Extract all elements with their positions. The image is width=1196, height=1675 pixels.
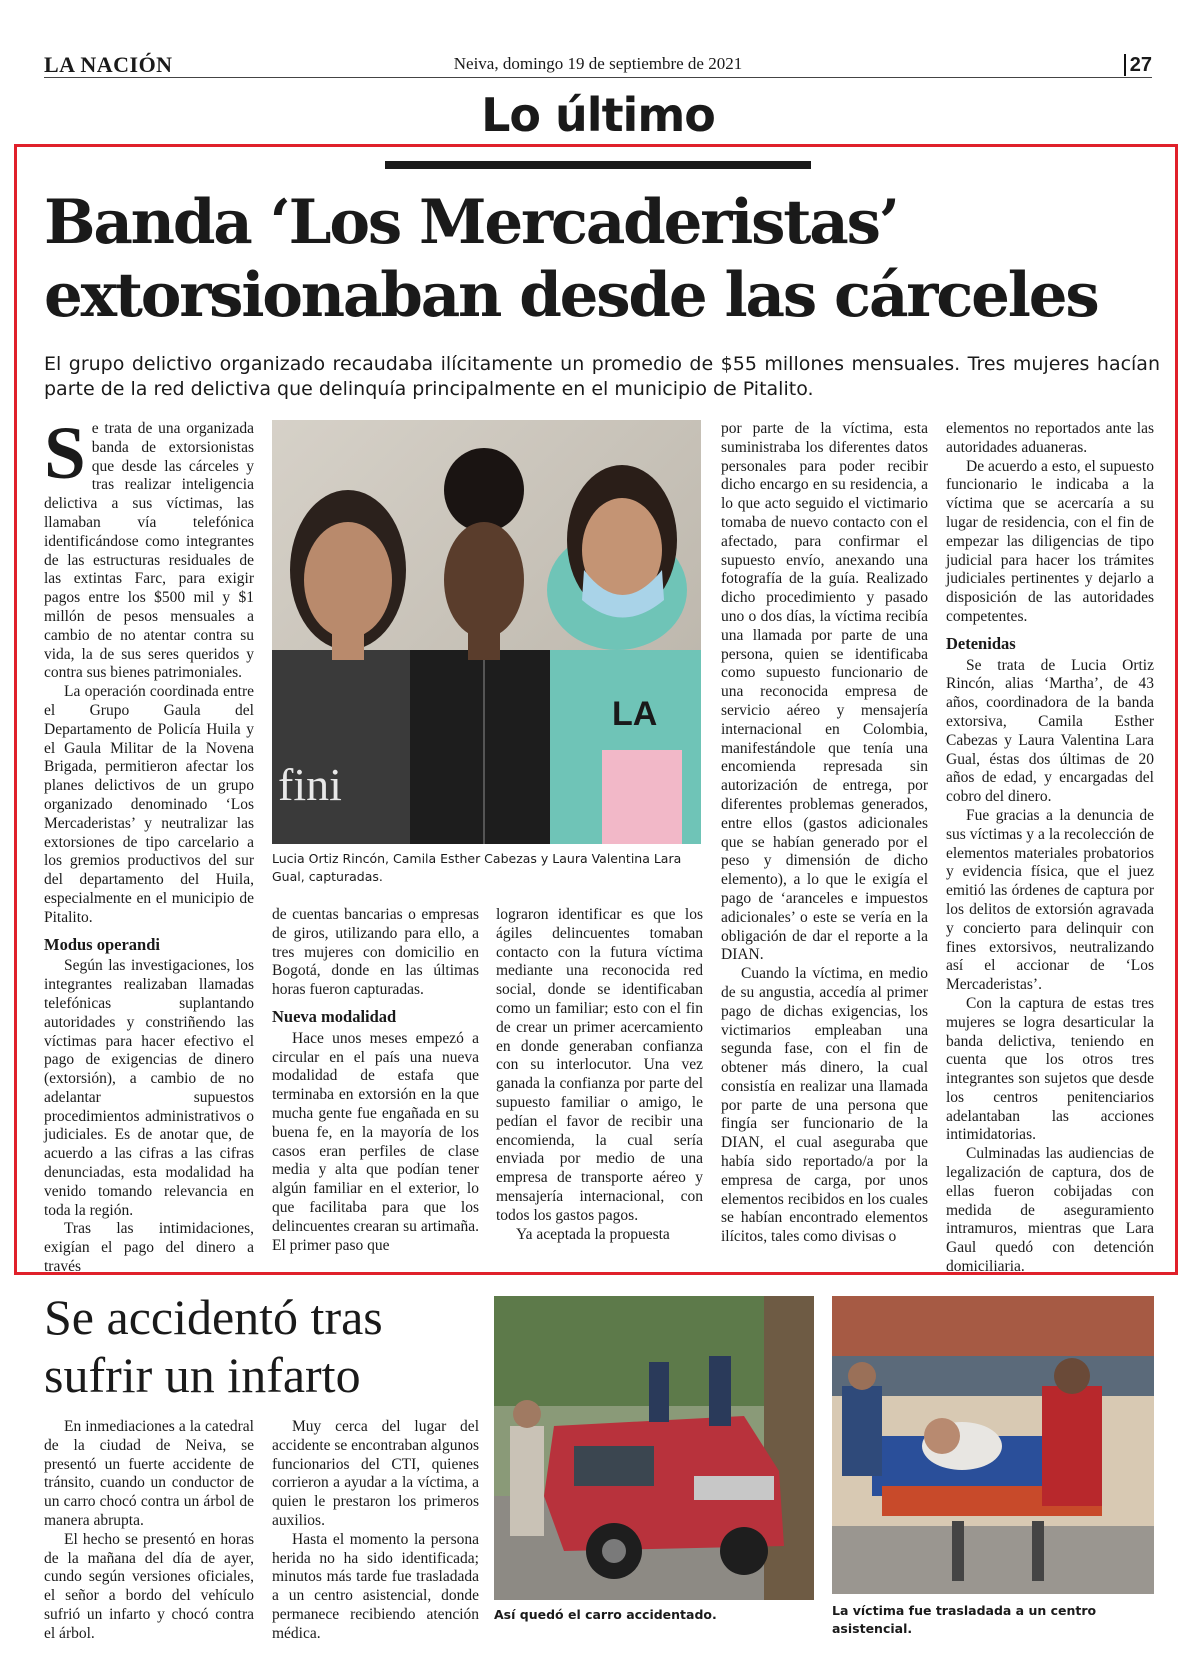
subhead-detenidas: Detenidas [946, 633, 1016, 653]
lead-col5-paragraph-6: Culminadas las audiencias de legalización de captura, dos de ellas fueron cobijadas con medida de aseguramiento intramuros, mientras que Lara Gaul quedó con detención domiciliaria. [946, 1145, 1154, 1276]
drop-cap: S [44, 412, 86, 495]
second-headline: Se accidentó tras sufrir un infarto [44, 1289, 383, 1403]
lead-col1-paragraph-3: Según las investigaciones, los integrantes realizaban llamadas telefónicas suplantando autoridades y constriñendo las víctimas para hacer efectivo el pago de exigencias de dinero (extorsión), a cambio de no adelantar supuestos procedimientos administrativos o judiciales. Es de anotar que, de acuerdo a las cifras a las cifras denunciadas, esta modalidad ha venido tomando relevancia en toda la región. [44, 957, 254, 1219]
lead-headline: Banda ‘Los Mercaderistas’ extorsionaban desde las cárceles [44, 187, 1098, 331]
lead-col5-paragraph-3: Se trata de Lucia Ortiz Rincón, alias ‘Martha’, de 43 años, coordinadora de la banda extorsiva, Camila Esther Cabezas y Laura Valentina Lara Gual, éstas dos últimas de 20 años de edad, y encargadas del cobro del dinero. [946, 656, 1154, 806]
second-col2-paragraph-1: Muy cerca del lugar del accidente se encontraban algunos funcionarios del CTI, quienes corrieron a ayudar a la víctima, a quien le prestaron los primeros auxilios. [272, 1418, 480, 1529]
lead-col5-paragraph-4: Fue gracias a la denuncia de sus víctimas y a la recolección de elementos materiales probatorios y evidencia física, que el juez emitió las órdenes de captura por los delitos de extorsión agravada y concierto para delinquir con fines extorsivos, neutralizando así el accionar de ‘Los Mercaderistas’. [946, 806, 1154, 994]
lead-column-5 [946, 420, 1154, 1277]
second-col2-paragraph-2: Hasta el momento la persona herida no ha sido identificada; minutos más tarde fue trasladada a un centro asistencial, donde permanece recibiendo atención médica. [272, 1530, 479, 1642]
second-column-1 [44, 1418, 254, 1644]
lead-col2-paragraph-1: de cuentas bancarias o empresas de giros, utilizando para ello, a tres mujeres con domicilio en Bogotá, donde en las últimas horas fueron capturadas. [272, 906, 479, 999]
section-bar [385, 161, 811, 169]
lead-col5-paragraph-2: De acuerdo a esto, el supuesto funcionario le indicaba a la víctima que se acercaría a su lugar de residencia, con el fin de empezar las diligencias de tipo judicial para hacer los trámites judiciales pertinentes y dejarlo a disposición de las autoridades competentes. [946, 457, 1154, 625]
subhead-modus-operandi: Modus operandi [44, 934, 160, 954]
accident-car-photo-caption: Así quedó el carro accidentado. [494, 1607, 717, 1622]
lead-col4-paragraph-1: por parte de la víctima, esta suministraba los diferentes datos personales para poder recibir dicho encargo en su residencia, a lo que acto seguido el victimario tomaba de nuevo contacto con el afectado, para confirmar el supuesto envío, anexando una fotografía de la guía. Realizado dicho procedimiento y pasado uno o dos días, la víctima recibía una llamada por parte de una persona, quien se identificaba como supuesto funcionario de una reconocida empresa de servicio aéreo y mensajería internacional en Colombia, manifestándole que tenía una encomienda represada sin autorización de entrega, por diferentes problemas generados, entre ellos (gastos adicionales que se habían generado por el peso y dimensión de dicho elemento), a lo que le exigía el pago de ‘aranceles e impuestos adicionales’ o este se vería en la obligación de dar el reporte a la DIAN. [721, 420, 928, 964]
victim-transfer-photo-caption: La víctima fue trasladada a un centro asistencial. [832, 1603, 1097, 1636]
lead-col3-paragraph-1: lograron identificar es que los ágiles delincuentes tomaban contacto con la futura víctima mediante una reconocida red social, donde se identificaban como un familiar; esto con el fin de crear un primer acercamiento en donde generaban confianza con su interlocutor. Una vez ganada la confianza por parte del supuesto familiar o amigo, le pedían el favor de recibir una encomienda, la cual sería enviada por medio de una empresa de transporte aéreo y mensajería internacional, con todos los gastos pagos. [496, 906, 703, 1224]
lead-col5-paragraph-1: elementos no reportados ante las autoridades aduaneras. [946, 420, 1154, 456]
lead-column-4 [721, 420, 928, 1247]
lead-col1-paragraph-1: Se trata de una organizada banda de extorsionistas que desde las cárceles y tras realizar inteligencia delictiva a sus víctimas, las llamaban vía telefónica identificándose como integrantes de las estructuras residuales de las extintas Farc, para exigir pagos entre los $500 mil y $1 millón de pesos mensuales a cambio de no atentar contra su vida, la de sus seres queridos y contra sus bienes patrimoniales. [44, 412, 254, 682]
lead-col3-paragraph-2: Ya aceptada la propuesta [516, 1225, 670, 1243]
masthead-divider [44, 77, 1152, 78]
suspects-photo-caption: Lucia Ortiz Rincón, Camila Esther Cabezas y Laura Valentina Lara Gual, capturadas. [272, 851, 682, 884]
accident-car-photo [494, 1296, 814, 1600]
lead-column-2 [272, 906, 479, 1255]
page-number: 27 [1124, 54, 1152, 76]
victim-transfer-photo [832, 1296, 1154, 1594]
section-title: Lo último [481, 88, 715, 142]
issue-date: Neiva, domingo 19 de septiembre de 2021 [453, 54, 743, 73]
lead-deck: El grupo delictivo organizado recaudaba ilícitamente un promedio de $55 millones mensuales. Tres mujeres hacían parte de la red delictiva que delinquía principalmente en el municipio de Pitalito. [44, 353, 1160, 400]
lead-col2-paragraph-2: Hace unos meses empezó a circular en el país una nueva modalidad de estafa que terminaba en extorsión en la que mucha gente fue engañada en su buena fe, en la mayoría de los casos eran perfiles de clase media y alta que podían tener algún familiar en el exterior, lo que facilitaba para que los delincuentes crearan su artimaña. El primer paso que [272, 1029, 479, 1254]
lead-col1-paragraph-4: Tras las intimidaciones, exigían el pago del dinero a través [44, 1220, 254, 1276]
svg-text:fini: fini [278, 759, 342, 810]
subhead-nueva-modalidad: Nueva modalidad [272, 1006, 397, 1026]
newspaper-logo: LA NACIÓN [44, 52, 173, 77]
lead-col4-paragraph-2: Cuando la víctima, en medio de su angustia, accedía al primer pago de dichas exigencias, los victimarios empleaban una segunda fase, con el fin de obtener más dinero, la cual consistía en realizar una llamada por parte de una persona que fingía ser funcionario de la DIAN, el cual aseguraba que había sido reportado/a por la empresa de carga, por unos elementos recibidos en los cuales se habían encontrado elementos ilícitos, tales como divisas o [721, 965, 928, 1246]
second-column-2 [272, 1418, 479, 1644]
lead-col1-paragraph-2: La operación coordinada entre el Grupo Gaula del Departamento de Policía Huila y el Gaula Militar de la Novena Brigada, permitieron afectar los planes delictivos de un grupo organizado denominado ‘Los Mercaderistas’ y neutralizar las extorsiones de tipo carcelario a los gremios productivos del sur del departamento del Huila, especialmente en el municipio de Pitalito. [44, 683, 254, 926]
second-col1-paragraph-2: El hecho se presentó en horas de la mañana del día de ayer, cundo según versiones oficiales, el señor a bordo del vehículo sufrió un infarto y chocó contra el árbol. [44, 1530, 254, 1642]
svg-text:LA: LA [612, 695, 658, 733]
suspects-photo [272, 420, 701, 844]
lead-column-1 [44, 412, 254, 1277]
second-col1-paragraph-1: En inmediaciones a la catedral de la ciudad de Neiva, se presentó un fuerte accidente de tránsito, cuando un conductor de un carro chocó contra un árbol de manera abrupta. [44, 1418, 254, 1529]
lead-col5-paragraph-5: Con la captura de estas tres mujeres se logra desarticular la banda delictiva, teniendo en cuenta que los otros tres integrantes son sujetos que desde los centros penitenciarios adelantaban las acciones intimidatorias. [946, 994, 1154, 1144]
lead-column-3 [496, 906, 703, 1244]
